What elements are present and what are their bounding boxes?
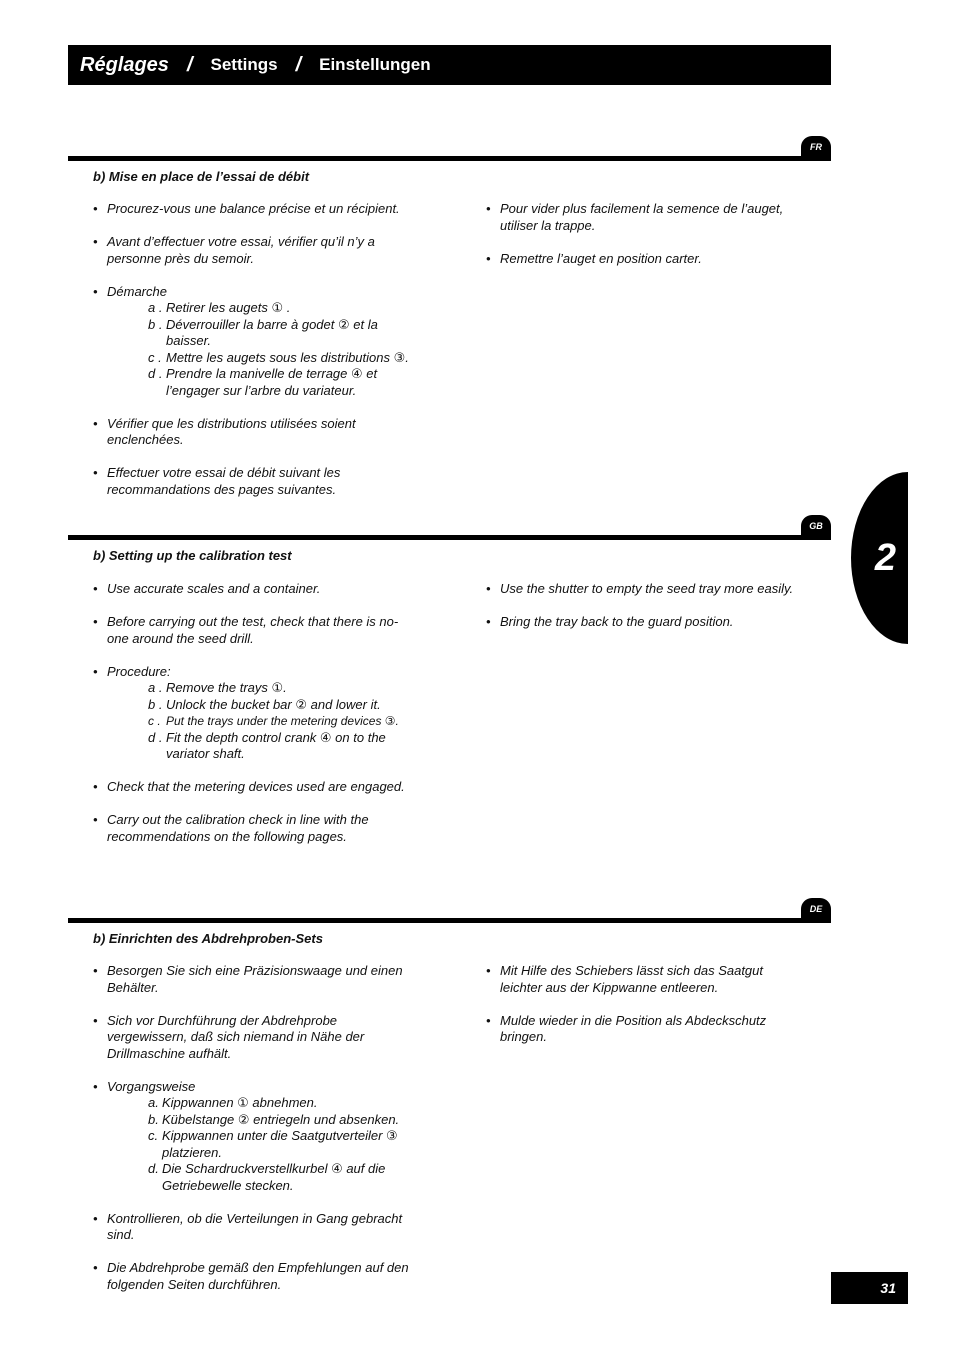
list-item: • Pour vider plus facilement la semence de l’auget, utiliser la trappe.	[486, 201, 784, 233]
procedure-step: c . Put the trays under the metering devices ③.	[148, 714, 399, 728]
list-item: • Besorgen Sie sich eine Präzisionswaage und einen Behälter.	[93, 963, 403, 995]
language-badge-fr: FR	[801, 136, 831, 158]
language-badge-gb: GB	[801, 515, 831, 537]
procedure-step: d. Die Schardruckverstellkurbel ④ auf die Getriebewelle stecken.	[148, 1161, 386, 1193]
procedure-steps	[107, 300, 413, 399]
procedure-step: a . Remove the trays ①.	[148, 680, 287, 695]
procedure-step: b . Unlock the bucket bar ② and lower it.	[148, 696, 381, 712]
procedure-step: a. Kippwannen ① abnehmen.	[148, 1095, 318, 1110]
procedure-steps	[107, 680, 413, 763]
procedure-step: a . Retirer les augets ① .	[148, 300, 291, 315]
section-title-de: b) Einrichten des Abdrehproben-Sets	[93, 931, 323, 946]
procedure-step: d . Fit the depth control crank ④ on to the variator shaft.	[148, 729, 386, 761]
procedure-step: c. Kippwannen unter die Saatgutverteiler ③ platzieren.	[148, 1128, 398, 1160]
procedure-steps	[107, 1095, 413, 1194]
list-item: • Remettre l’auget en position carter.	[486, 250, 702, 266]
fr-left-column	[93, 201, 413, 515]
list-item: • Sich vor Durchführung der Abdrehprobe vergewissern, daß sich niemand in Nähe der Drillmaschine aufhält.	[93, 1012, 365, 1061]
header-separator: /	[186, 53, 193, 76]
list-item: • Before carrying out the test, check that there is no-one around the seed drill.	[93, 614, 399, 646]
chapter-number: 2	[874, 536, 897, 579]
section-rule	[68, 918, 831, 923]
list-item: • Mulde wieder in die Position als Abdeckschutz bringen.	[486, 1012, 767, 1044]
list-item: • Procurez-vous une balance précise et un récipient.	[93, 201, 400, 216]
list-item: • Mit Hilfe des Schiebers lässt sich das Saatgut leichter aus der Kippwanne entleeren.	[486, 963, 764, 995]
list-item: • Démarche a . Retirer les augets ① . b . Déverrouiller la barre à godet ② et la baisser. c . Mettre les augets sous les distributions ③. d . Prendre la manivelle de terrage ④ et l’engager sur l’arbre du variateur.	[93, 284, 413, 400]
gb-left-column	[93, 581, 413, 862]
list-item: • Carry out the calibration check in line with the recommendations on the following pages.	[93, 812, 369, 844]
list-item: • Procedure: a . Remove the trays ①. b . Unlock the bucket bar ② and lower it. c . Put the trays under the metering devices ③. d . Fit the depth control crank ④ on to the variator shaft.	[93, 664, 413, 763]
header-title-gb: Settings	[210, 55, 278, 74]
section-title-gb: b) Setting up the calibration test	[93, 548, 292, 563]
header-title-de: Einstellungen	[319, 55, 431, 74]
header-separator: /	[295, 53, 302, 76]
list-item: • Effectuer votre essai de débit suivant les recommandations des pages suivantes.	[93, 465, 341, 497]
fr-right-column	[486, 201, 806, 284]
procedure-step: c . Mettre les augets sous les distributions ③.	[148, 349, 409, 365]
list-item: • Kontrollieren, ob die Verteilungen in Gang gebracht sind.	[93, 1210, 403, 1242]
chapter-tab	[851, 472, 908, 644]
list-item: • Vérifier que les distributions utilisées soient enclenchées.	[93, 415, 356, 447]
section-title-fr: b) Mise en place de l’essai de débit	[93, 169, 310, 184]
gb-right-column	[486, 581, 816, 647]
header-title-fr: Réglages	[80, 53, 169, 76]
list-item: • Vorgangsweise a. Kippwannen ① abnehmen. b. Kübelstange ② entriegeln und absenken. c. Kippwannen unter die Saatgutverteiler ③ platzieren. d. Die Schardruckverstellkurbel ④ auf die Getriebewelle stecken.	[93, 1079, 413, 1195]
list-item: • Bring the tray back to the guard position.	[486, 614, 734, 629]
section-rule	[68, 535, 831, 540]
page-number: 31	[831, 1272, 908, 1304]
list-item: • Use accurate scales and a container.	[93, 581, 321, 596]
section-rule	[68, 156, 831, 161]
language-badge-de: DE	[801, 898, 831, 920]
list-item: • Use the shutter to empty the seed tray more easily.	[486, 581, 794, 596]
de-right-column	[486, 963, 796, 1062]
de-left-column	[93, 963, 413, 1310]
procedure-step: b . Déverrouiller la barre à godet ② et la baisser.	[148, 316, 378, 348]
procedure-step: d . Prendre la manivelle de terrage ④ et l’engager sur l’arbre du variateur.	[148, 366, 378, 398]
list-item: • Die Abdrehprobe gemäß den Empfehlungen auf den folgenden Seiten durchführen.	[93, 1260, 409, 1292]
procedure-step: b. Kübelstange ② entriegeln und absenken.	[148, 1111, 400, 1127]
page-header	[68, 45, 831, 85]
list-item: • Check that the metering devices used are engaged.	[93, 779, 405, 794]
list-item: • Avant d’effectuer votre essai, vérifier qu’il n’y a personne près du semoir.	[93, 234, 375, 266]
